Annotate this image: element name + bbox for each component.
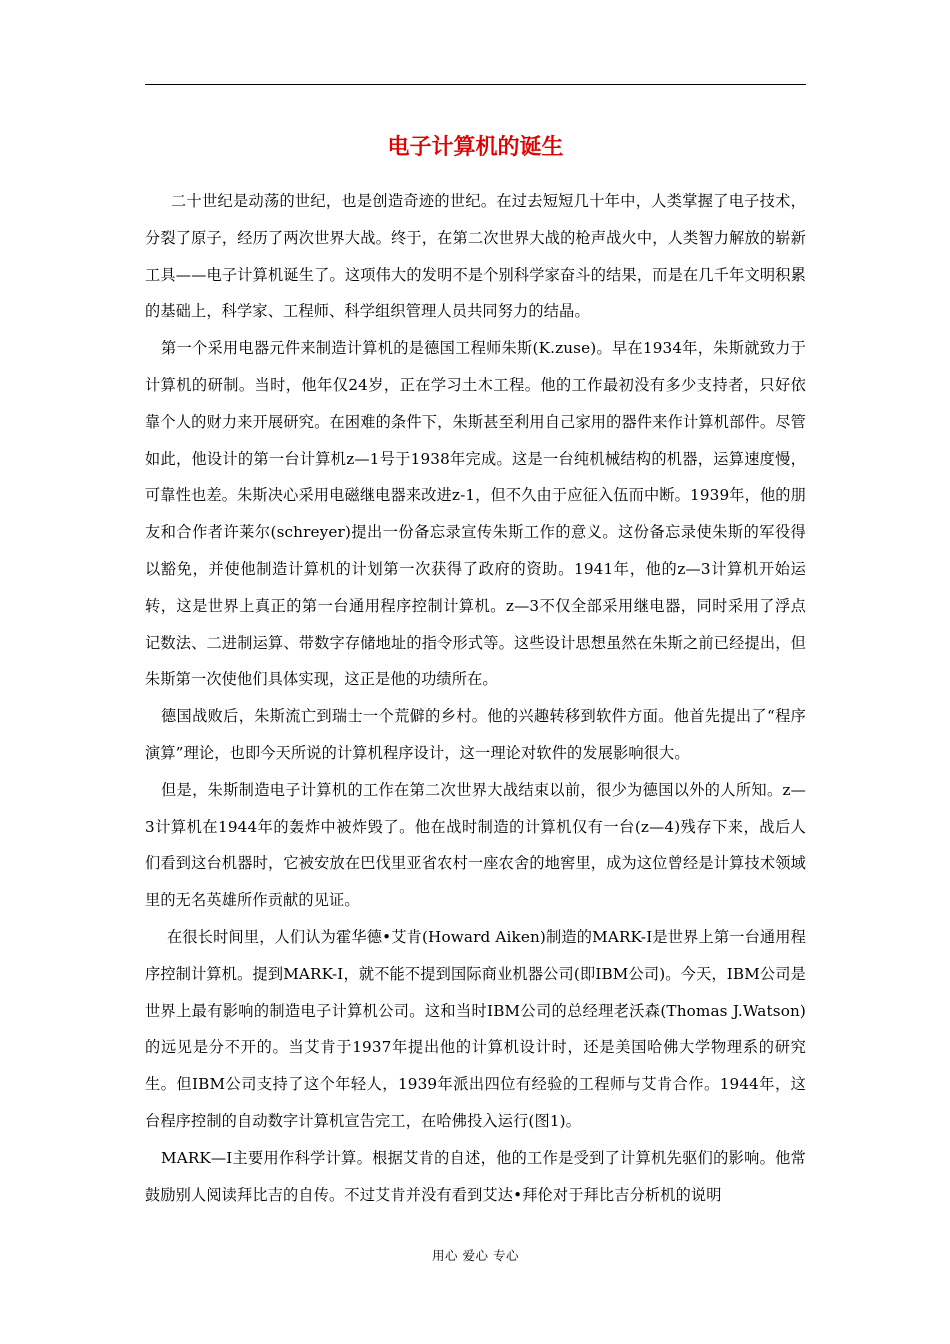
- paragraph-zuse: 第一个采用电器元件来制造计算机的是德国工程师朱斯(K.zuse)。早在1934年，朱斯就致力于计算机的研制。当时，他年仅24岁，正在学习土木工程。他的工作最初没有多少支持者，只好依靠个人的财力来开展研究。在困难的条件下，朱斯甚至利用自己家用的器件来作计算机部件。尽管如此，他设计的第一台计算机z—1号于1938年完成。这是一台纯机械结构的机器，运算速度慢，可靠性也差。朱斯决心采用电磁继电器来改进z-1，但不久由于应征入伍而中断。1939年，他的朋友和合作者许莱尔(schreyer)提出一份备忘录宣传朱斯工作的意义。这份备忘录使朱斯的军役得以豁免，并使他制造计算机的计划第一次获得了政府的资助。1941年，他的z—3计算机开始运转，这是世界上真正的第一台通用程序控制计算机。z—3不仅全部采用继电器，同时采用了浮点记数法、二进制运算、带数字存储地址的指令形式等。这些设计思想虽然在朱斯之前已经提出，但朱斯第一次使他们具体实现，这正是他的功绩所在。: [145, 339, 806, 689]
- paragraph-aiken: 在很长时间里，人们认为霍华德•艾肯(Howard Aiken)制造的MARK-I是世界上第一台通用程序控制计算机。提到MARK-I，就不能不提到国际商业机器公司(即IBM公司)。今天，IBM公司是世界上最有影响的制造电子计算机公司。这和当时IBM公司的总经理老沃森(Thomas J.Watson)的远见是分不开的。当艾肯于1937年提出他的计算机设计时，还是美国哈佛大学物理系的研究生。但IBM公司支持了这个年轻人，1939年派出四位有经验的工程师与艾肯合作。1944年，这台程序控制的自动数字计算机宣告完工，在哈佛投入运行(图1)。: [145, 927, 806, 1130]
- paragraph-zuse-legacy: 但是，朱斯制造电子计算机的工作在第二次世界大战结束以前，很少为德国以外的人所知。z—3计算机在1944年的轰炸中被炸毁了。他在战时制造的计算机仅有一台(z—4)残存下来，战后人们看到这台机器时，它被安放在巴伐里亚省农村一座农舍的地窖里，成为这位曾经是计算技术领域里的无名英雄所作贡献的见证。: [145, 780, 806, 910]
- paragraph-zuse-exile: 德国战败后，朱斯流亡到瑞士一个荒僻的乡村。他的兴趣转移到软件方面。他首先提出了“程序演算”理论，也即今天所说的计算机程序设计，这一理论对软件的发展影响很大。: [145, 707, 806, 762]
- header-rule: [145, 84, 806, 85]
- document-title: 电子计算机的诞生: [387, 135, 564, 160]
- document-body: [145, 183, 806, 1213]
- paragraph-intro: 二十世纪是动荡的世纪，也是创造奇迹的世纪。在过去短短几十年中，人类掌握了电子技术，分裂了原子，经历了两次世界大战。终于，在第二次世界大战的枪声战火中，人类智力解放的崭新工具——电子计算机诞生了。这项伟大的发明不是个别科学家奋斗的结果，而是在几千年文明积累的基础上，科学家、工程师、科学组织管理人员共同努力的结晶。: [145, 192, 806, 321]
- page-footer: 用心 爱心 专心: [432, 1248, 519, 1263]
- paragraph-mark-i: MARK—I主要用作科学计算。根据艾肯的自述，他的工作是受到了计算机先驱们的影响。他常鼓励别人阅读拜比吉的自传。不过艾肯并没有看到艾达•拜伦对于拜比吉分析机的说明: [145, 1148, 806, 1204]
